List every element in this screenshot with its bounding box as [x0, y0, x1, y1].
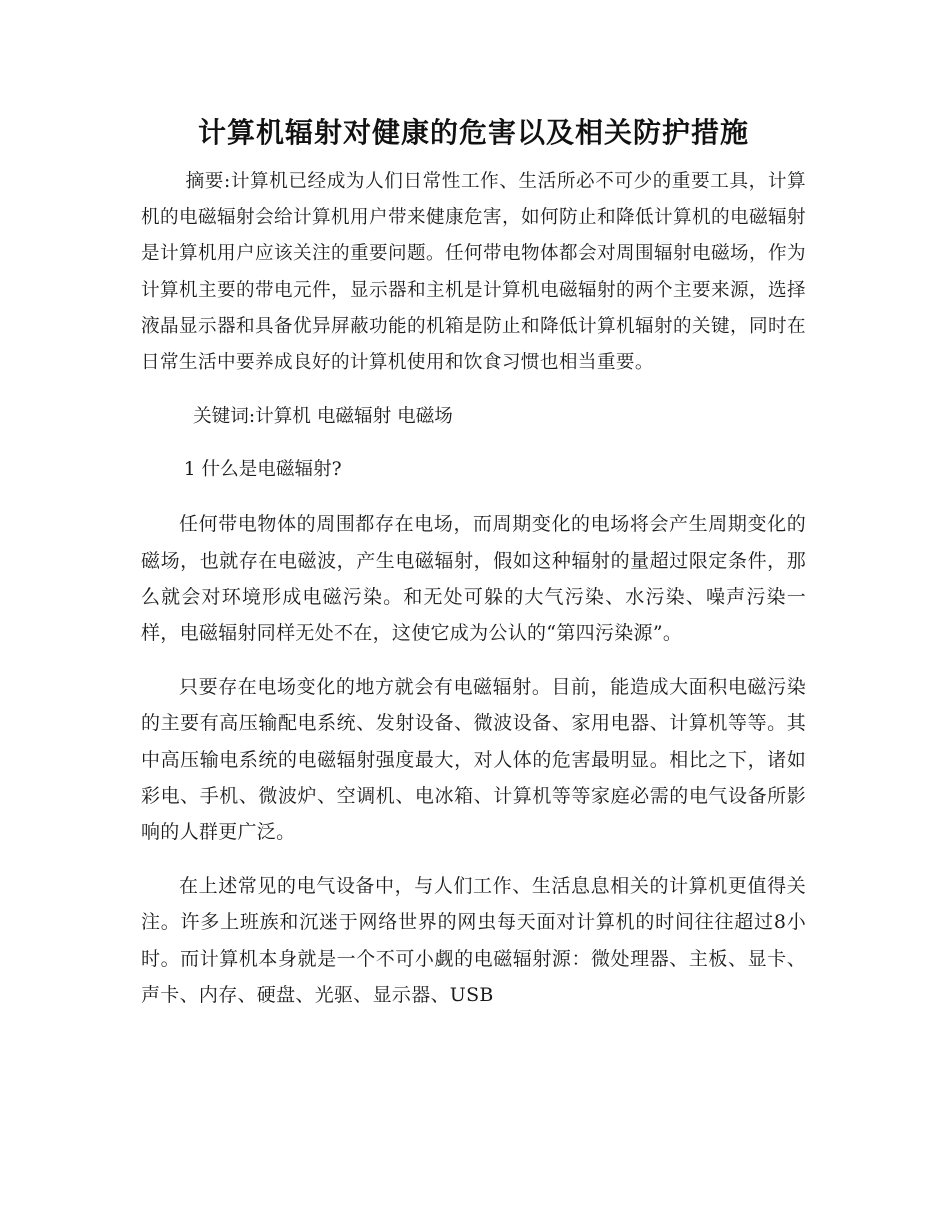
body-paragraph-2: 只要存在电场变化的地方就会有电磁辐射。目前，能造成大面积电磁污染的主要有高压输配电系统、发射设备、微波设备、家用电器、计算机等等。其中高压输电系统的电磁辐射强度最大，对人体的危害最明显。相比之下，诸如彩电、手机、微波炉、空调机、电冰箱、计算机等等家庭必需的电气设备所影响的人群更广泛。 — [141, 676, 806, 844]
body-paragraph-1: 任何带电物体的周围都存在电场，而周期变化的电场将会产生周期变化的磁场，也就存在电磁波，产生电磁辐射，假如这种辐射的量超过限定条件，那么就会对环境形成电磁污染。和无处可躲的大气污染、水污染、噪声污染一样，电磁辐射同样无处不在，这使它成为公认的“第四污染源”。 — [141, 513, 806, 645]
document-body — [141, 110, 806, 1013]
document-title: 计算机辐射对健康的危害以及相关防护措施 — [197, 116, 749, 149]
section-heading-1: 1 什么是电磁辐射? — [183, 459, 342, 481]
keywords-line: 关键词:计算机 电磁辐射 电磁场 — [193, 406, 453, 428]
body-paragraph-3: 在上述常见的电气设备中，与人们工作、生活息息相关的计算机更值得关注。许多上班族和沉迷于网络世界的网虫每天面对计算机的时间往往超过8小时。而计算机本身就是一个不可小觑的电磁辐射源：微处理器、主板、显卡、声卡、内存、硬盘、光驱、显示器、USB — [141, 875, 806, 1006]
abstract-paragraph: 摘要:计算机已经成为人们日常性工作、生活所必不可少的重要工具，计算机的电磁辐射会给计算机用户带来健康危害，如何防止和降低计算机的电磁辐射是计算机用户应该关注的重要问题。任何带电物体都会对周围辐射电磁场，作为计算机主要的带电元件，显示器和主机是计算机电磁辐射的两个主要来源，选择液晶显示器和具备优异屏蔽功能的机箱是防止和降低计算机辐射的关键，同时在日常生活中要养成良好的计算机使用和饮食习惯也相当重要。 — [141, 171, 806, 374]
